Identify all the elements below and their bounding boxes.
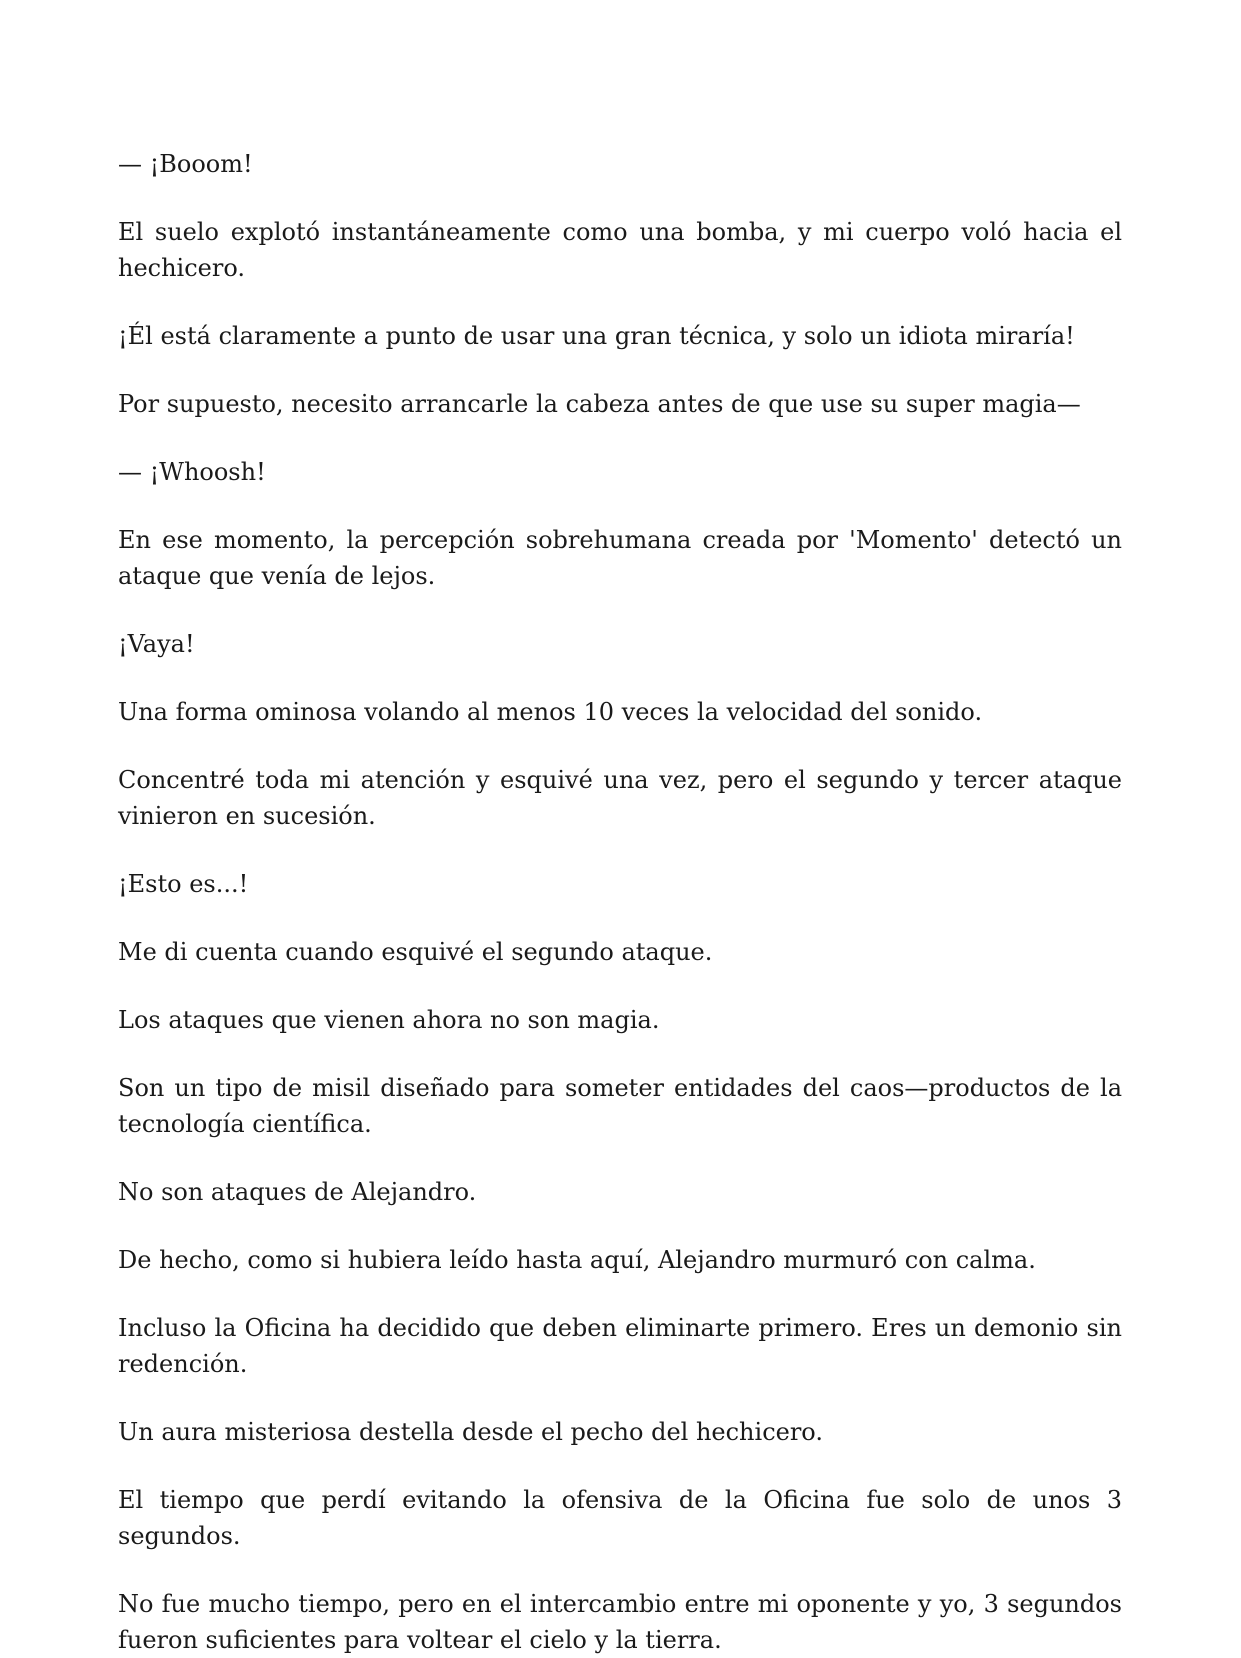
paragraph: ¡Vaya!: [118, 630, 195, 658]
paragraph: Concentré toda mi atención y esquivé una vez, pero el segundo y tercer ataque vinieron en sucesión.: [118, 766, 1122, 830]
paragraph: El tiempo que perdí evitando la ofensiva de la Oficina fue solo de unos 3 segundos.: [118, 1486, 1122, 1550]
paragraph: — ¡Booom!: [118, 150, 253, 178]
paragraph: En ese momento, la percepción sobrehumana creada por 'Momento' detectó un ataque que venía de lejos.: [118, 526, 1122, 590]
paragraph: — ¡Whoosh!: [118, 458, 266, 486]
paragraph: Me di cuenta cuando esquivé el segundo ataque.: [118, 938, 713, 966]
paragraph: Incluso la Oficina ha decidido que deben eliminarte primero. Eres un demonio sin redención.: [118, 1314, 1122, 1378]
paragraph: Los ataques que vienen ahora no son magia.: [118, 1006, 660, 1034]
paragraph: No son ataques de Alejandro.: [118, 1178, 477, 1206]
paragraph: Son un tipo de misil diseñado para someter entidades del caos—productos de la tecnología científica.: [118, 1074, 1122, 1138]
body-text: [118, 146, 1122, 1658]
paragraph: Por supuesto, necesito arrancarle la cabeza antes de que use su super magia—: [118, 390, 1081, 418]
paragraph: No fue mucho tiempo, pero en el intercambio entre mi oponente y yo, 3 segundos fueron suficientes para voltear el cielo y la tierra.: [118, 1590, 1122, 1654]
paragraph: ¡Esto es...!: [118, 870, 249, 898]
paragraph: Un aura misteriosa destella desde el pecho del hechicero.: [118, 1418, 823, 1446]
paragraph: ¡Él está claramente a punto de usar una gran técnica, y solo un idiota miraría!: [118, 322, 1075, 350]
paragraph: Una forma ominosa volando al menos 10 veces la velocidad del sonido.: [118, 698, 983, 726]
paragraph: De hecho, como si hubiera leído hasta aquí, Alejandro murmuró con calma.: [118, 1246, 1036, 1274]
paragraph: El suelo explotó instantáneamente como una bomba, y mi cuerpo voló hacia el hechicero.: [118, 218, 1122, 282]
